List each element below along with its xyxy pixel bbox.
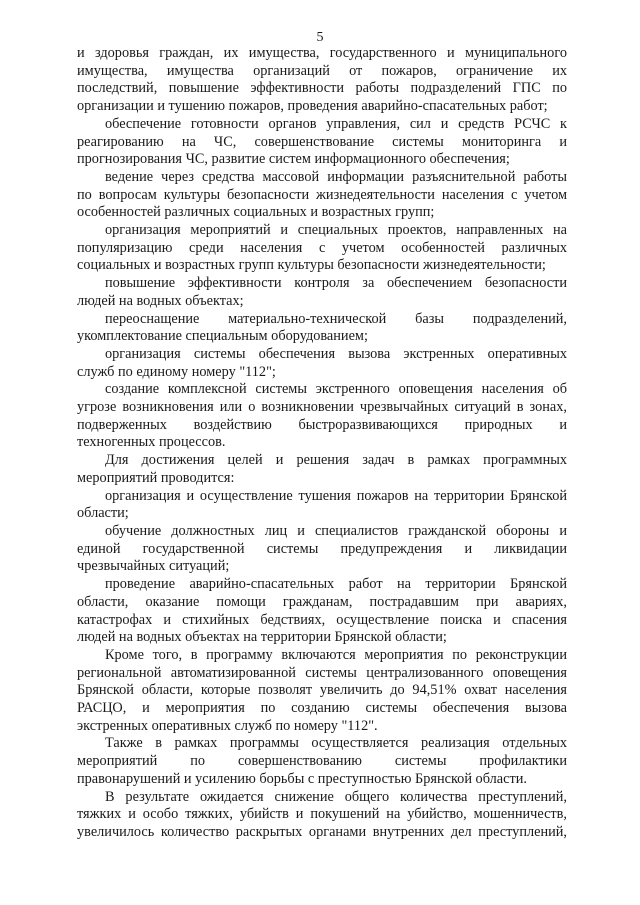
paragraph (77, 222, 567, 275)
paragraph (77, 488, 567, 523)
text-line: обеспечение готовности органов управления, сил и средств РСЧС к (105, 115, 567, 132)
text-line: Брянской области, которые позволят увеличить до 94,51% охват населения (77, 682, 567, 699)
text-line: последствий, повышение эффективности работы подразделений ГПС по (77, 80, 567, 97)
page-number: 5 (316, 30, 324, 45)
text-line: по вопросам культуры безопасности жизнедеятельности населения с учетом (77, 186, 567, 203)
paragraph (77, 452, 567, 487)
text-line: популяризацию среди населения с учетом особенностей различных (77, 239, 567, 256)
text-line: области, оказание помощи гражданам, пострадавшим при авариях, (77, 593, 567, 610)
text-line: В результате ожидается снижение общего количества преступлений, (105, 788, 567, 805)
text-line: экстренных оперативных служб по номеру "112". (77, 717, 378, 734)
text-line: правонарушений и усилению борьбы с преступностью Брянской области. (77, 770, 527, 787)
paragraph (77, 523, 567, 576)
text-line: увеличилось количество раскрытых органами внутренних дел преступлений, (77, 823, 567, 840)
text-line: служб по единому номеру "112"; (77, 363, 276, 380)
paragraph (77, 116, 567, 169)
text-line: организация и осуществление тушения пожаров на территории Брянской (105, 487, 567, 504)
paragraph (77, 735, 567, 788)
text-line: социальных и возрастных групп культуры безопасности жизнедеятельности; (77, 257, 546, 274)
text-line: проведение аварийно-спасательных работ на территории Брянской (105, 576, 567, 593)
text-line: единой государственной системы предупреждения и ликвидации (77, 540, 567, 557)
text-line: РАСЦО, и мероприятия по созданию системы обеспечения вызова (77, 700, 567, 717)
paragraph (77, 275, 567, 310)
text-line: организация мероприятий и специальных проектов, направленных на (105, 222, 567, 239)
paragraph (77, 647, 567, 736)
paragraph (77, 311, 567, 346)
text-line: подверженных воздействию быстроразвивающихся природных и (77, 416, 567, 433)
text-line: особенностей различных социальных и возрастных групп; (77, 204, 435, 221)
text-line: людей на водных объектах; (77, 292, 244, 309)
text-line: катастрофах и стихийных бедствиях, осуществление поиска и спасения (77, 611, 567, 628)
paragraph (77, 381, 567, 452)
text-line: прогнозирования ЧС, развитие систем информационного обеспечения; (77, 151, 510, 168)
text-line: мероприятий проводится: (77, 469, 235, 486)
document-body (77, 45, 567, 842)
paragraph (77, 169, 567, 222)
text-line: Для достижения целей и решения задач в рамках программных (105, 452, 567, 469)
text-line: людей на водных объектах на территории Брянской области; (77, 629, 447, 646)
text-line: Кроме того, в программу включаются мероприятия по реконструкции (105, 646, 567, 663)
text-line: тяжких и особо тяжких, убийств и покушений на убийство, мошенничеств, (77, 806, 567, 823)
text-line: организация системы обеспечения вызова экстренных оперативных (105, 345, 567, 362)
paragraph (77, 576, 567, 647)
text-line: укомплектование специальным оборудованием; (77, 328, 368, 345)
text-line: переоснащение материально-технической базы подразделений, (105, 310, 567, 327)
text-line: чрезвычайных ситуаций; (77, 558, 230, 575)
text-line: мероприятий по совершенствованию системы профилактики (77, 753, 567, 770)
text-line: ведение через средства массовой информации разъяснительной работы (105, 168, 567, 185)
text-line: повышение эффективности контроля за обеспечением безопасности (105, 275, 567, 292)
text-line: и здоровья граждан, их имущества, государственного и муниципального (77, 45, 567, 61)
text-line: обучение должностных лиц и специалистов гражданской обороны и (105, 522, 567, 539)
paragraph (77, 45, 567, 116)
text-line: создание комплексной системы экстренного оповещения населения об (105, 381, 567, 398)
text-line: угрозе возникновения или о возникновении чрезвычайных ситуаций в зонах, (77, 399, 567, 416)
text-line: Также в рамках программы осуществляется реализация отдельных (105, 735, 567, 752)
paragraph (77, 346, 567, 381)
text-line: региональной автоматизированной системы централизованного оповещения (77, 664, 567, 681)
text-line: техногенных процессов. (77, 434, 226, 451)
paragraph (77, 789, 567, 842)
text-line: области; (77, 505, 129, 522)
text-line: реагированию на ЧС, совершенствование системы мониторинга и (77, 133, 567, 150)
text-line: организации и тушению пожаров, проведения аварийно-спасательных работ; (77, 98, 548, 115)
text-line: имущества, имущества организаций от пожаров, ограничение их (77, 62, 567, 79)
